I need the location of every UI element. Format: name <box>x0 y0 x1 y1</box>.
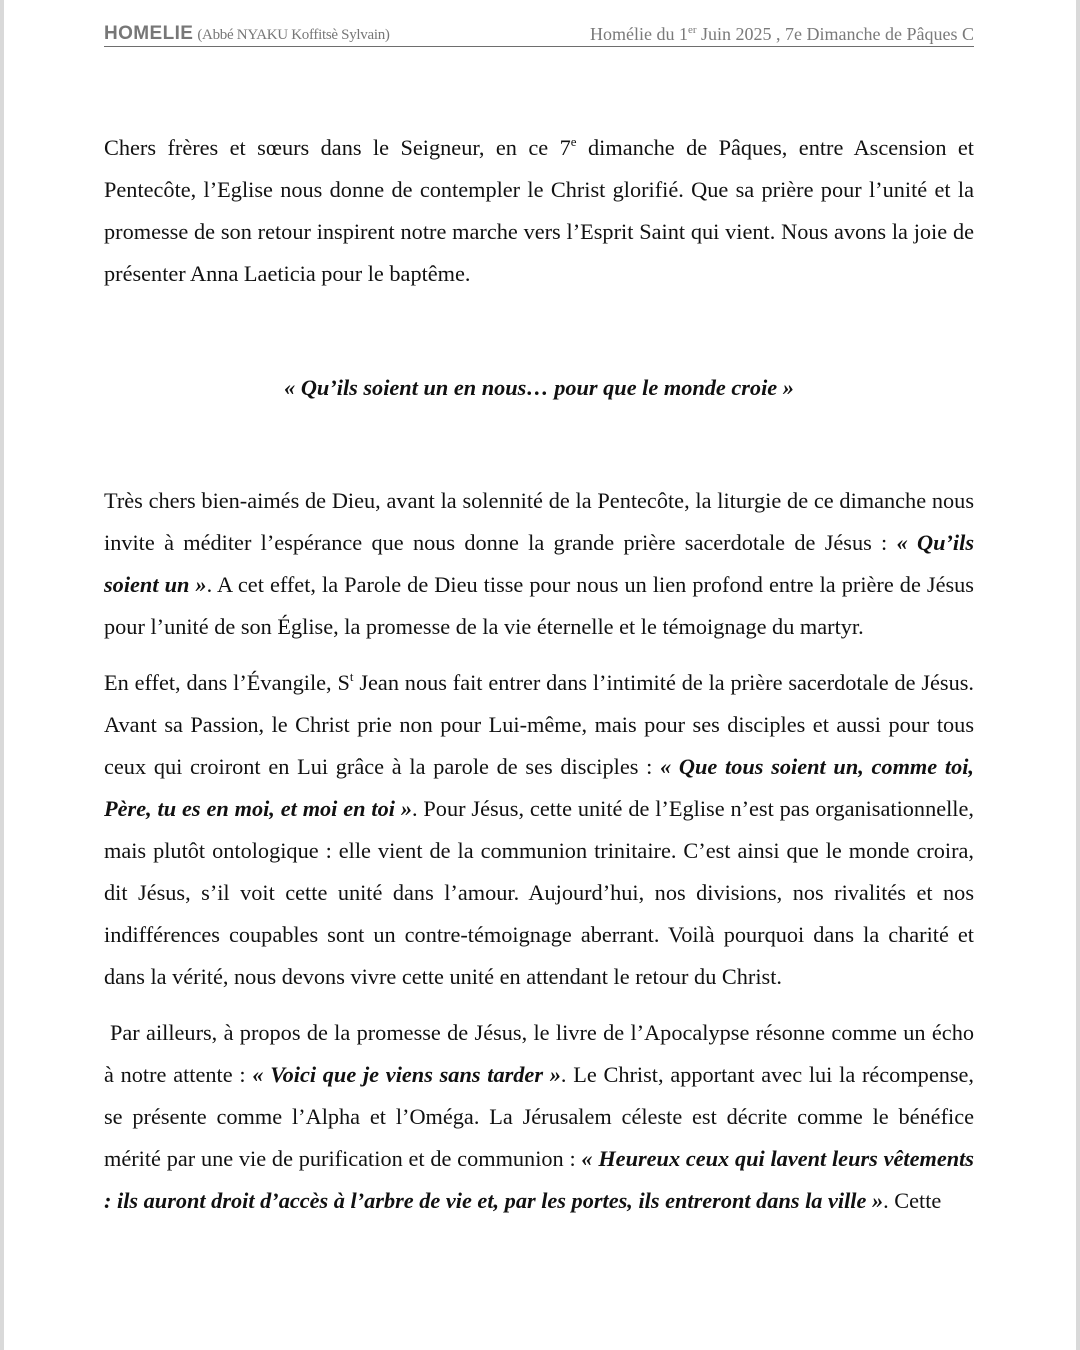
header-date-sup: er <box>688 24 697 36</box>
p4-quote-1: « Voici que je viens sans tarder » <box>252 1062 561 1087</box>
page-edge-left <box>0 0 4 1350</box>
header-title: HOMELIE <box>104 23 194 44</box>
document-page <box>104 18 974 1222</box>
p4-text-2: . Le Christ, apportant avec lui la récompense, se présente comme l’Alpha et l’Oméga. La Jérusalem céleste est décrite comme le bénéfice mérité par une vie de purification et de communion : <box>104 1062 975 1171</box>
p2-quote-1: « Qu’ils soient un » <box>104 530 975 597</box>
p3-sup: t <box>349 669 354 684</box>
header-date-suffix: Juin 2025 , 7e Dimanche de Pâques C <box>696 24 974 44</box>
p4-text-1: Par ailleurs, à propos de la promesse de Jésus, le livre de l’Apocalypse résonne comme un écho à notre attente : <box>104 1020 974 1087</box>
p3-text-1: En effet, dans l’Évangile, S <box>104 670 350 695</box>
paragraph-4 <box>104 1012 974 1222</box>
p4-text-3: . Cette <box>883 1188 942 1213</box>
page-header <box>104 18 974 47</box>
p3-text-2: Jean nous fait entrer dans l’intimité de la prière sacerdotale de Jésus. Avant sa Passion, le Christ prie non pour Lui-même, mais pour ses disciples et aussi pour tous ceux qui croiront en Lui grâce à la parole de ses disciples : <box>104 670 974 779</box>
p2-text-2: . A cet effet, la Parole de Dieu tisse pour nous un lien profond entre la prière de Jésus pour l’unité de son Église, la promesse de la vie éternelle et le témoignage du martyr. <box>104 572 974 639</box>
paragraph-2 <box>104 480 974 648</box>
paragraph-3 <box>104 662 974 998</box>
intro-text-1: Chers frères et sœurs dans le Seigneur, en ce 7 <box>104 135 571 160</box>
p3-quote-1: « Que tous soient un, comme toi, Père, tu es en moi, et moi en toi » <box>104 754 974 821</box>
header-date-line <box>590 24 974 45</box>
intro-sup: e <box>570 134 577 149</box>
page-edge-right <box>1076 0 1080 1350</box>
header-date-prefix: Homélie du 1 <box>590 24 688 44</box>
intro-paragraph <box>104 127 974 295</box>
header-left <box>104 23 390 45</box>
p4-quote-2: « Heureux ceux qui lavent leurs vêtements : ils auront droit d’accès à l’arbre de vie et, par les portes, ils entreront dans la ville » <box>104 1146 974 1213</box>
intro-text-2: dimanche de Pâques, entre Ascension et Pentecôte, l’Eglise nous donne de contempler le Christ glorifié. Que sa prière pour l’unité et la promesse de son retour inspirent notre marche vers l’Esprit Saint qui vient. Nous avons la joie de présenter Anna Laeticia pour le baptême. <box>104 135 974 286</box>
p2-text-1: Très chers bien-aimés de Dieu, avant la solennité de la Pentecôte, la liturgie de ce dimanche nous invite à méditer l’espérance que nous donne la grande prière sacerdotale de Jésus : <box>104 488 974 555</box>
p3-text-3: . Pour Jésus, cette unité de l’Eglise n’est pas organisationnelle, mais plutôt ontologique : elle vient de la communion trinitaire. C’est ainsi que le monde croira, dit Jésus, s’il voit cette unité dans l’amour. Aujourd’hui, nos divisions, nos rivalités et nos indifférences coupables sont un contre-témoignage aberrant. Voilà pourquoi dans la charité et dans la vérité, nous devons vivre cette unité en attendant le retour du Christ. <box>104 796 974 989</box>
homily-subtitle: « Qu’ils soient un en nous… pour que le monde croie » <box>284 375 794 400</box>
header-author: (Abbé NYAKU Koffitsè Sylvain) <box>197 27 390 43</box>
